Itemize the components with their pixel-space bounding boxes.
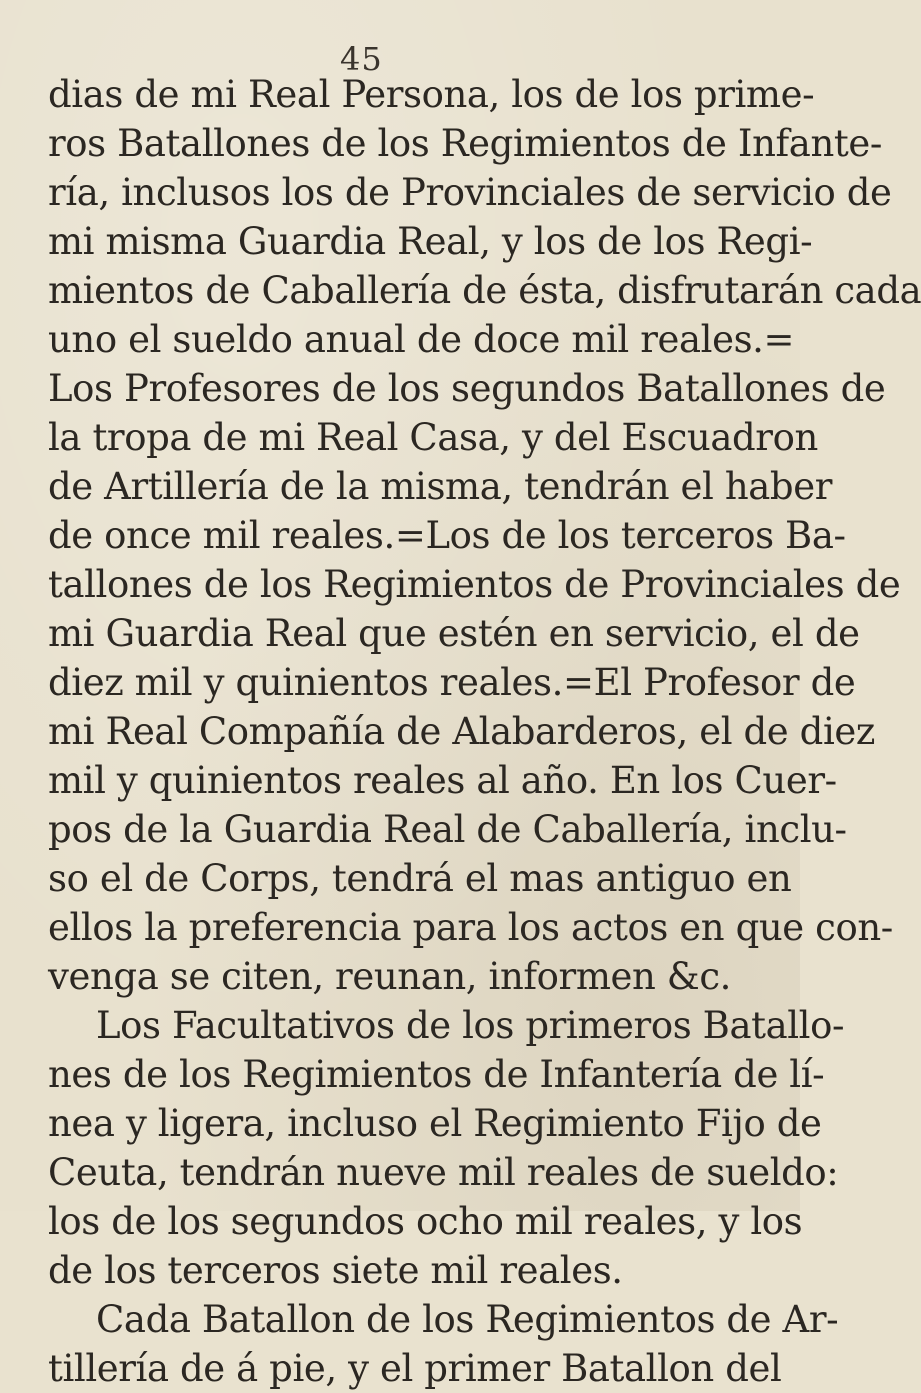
text-line: mi misma Guardia Real, y los de los Regi-	[48, 220, 813, 263]
text-line: mi Real Compañía de Alabarderos, el de diez	[48, 710, 875, 753]
text-line: mi Guardia Real que estén en servicio, el de	[48, 612, 860, 655]
text-line: ellos la preferencia para los actos en que con-	[48, 906, 893, 949]
page-number: 45	[340, 40, 383, 78]
text-line: la tropa de mi Real Casa, y del Escuadron	[48, 416, 818, 459]
text-line: diez mil y quinientos reales.=El Profesor de	[48, 661, 856, 704]
text-line: dias de mi Real Persona, los de los prime-	[48, 73, 815, 116]
body-text	[48, 70, 921, 1393]
text-line: uno el sueldo anual de doce mil reales.=	[48, 318, 795, 361]
text-line: Los Profesores de los segundos Batallones de	[48, 367, 886, 410]
text-line: nes de los Regimientos de Infantería de lí-	[48, 1053, 825, 1096]
text-line: de once mil reales.=Los de los terceros Ba-	[48, 514, 846, 557]
text-line: de Artillería de la misma, tendrán el haber	[48, 465, 832, 508]
text-line: los de los segundos ocho mil reales, y los	[48, 1200, 803, 1243]
text-line: so el de Corps, tendrá el mas antiguo en	[48, 857, 792, 900]
text-line: mil y quinientos reales al año. En los Cuer-	[48, 759, 837, 802]
text-line: Ceuta, tendrán nueve mil reales de sueldo:	[48, 1151, 839, 1194]
text-line: nea y ligera, incluso el Regimiento Fijo de	[48, 1102, 822, 1145]
text-line: pos de la Guardia Real de Caballería, inclu-	[48, 808, 847, 851]
text-line: tillería de á pie, y el primer Batallon del	[48, 1347, 782, 1390]
text-line: de los terceros siete mil reales.	[48, 1249, 623, 1292]
text-line: Los Facultativos de los primeros Batallo-	[96, 1004, 845, 1047]
text-line: ría, inclusos los de Provinciales de servicio de	[48, 171, 892, 214]
text-line: tallones de los Regimientos de Provinciales de	[48, 563, 901, 606]
text-line: ros Batallones de los Regimientos de Infante-	[48, 122, 882, 165]
text-line: venga se citen, reunan, informen &c.	[48, 955, 732, 998]
text-line: Cada Batallon de los Regimientos de Ar-	[96, 1298, 839, 1341]
text-line: mientos de Caballería de ésta, disfrutarán cada	[48, 269, 921, 312]
